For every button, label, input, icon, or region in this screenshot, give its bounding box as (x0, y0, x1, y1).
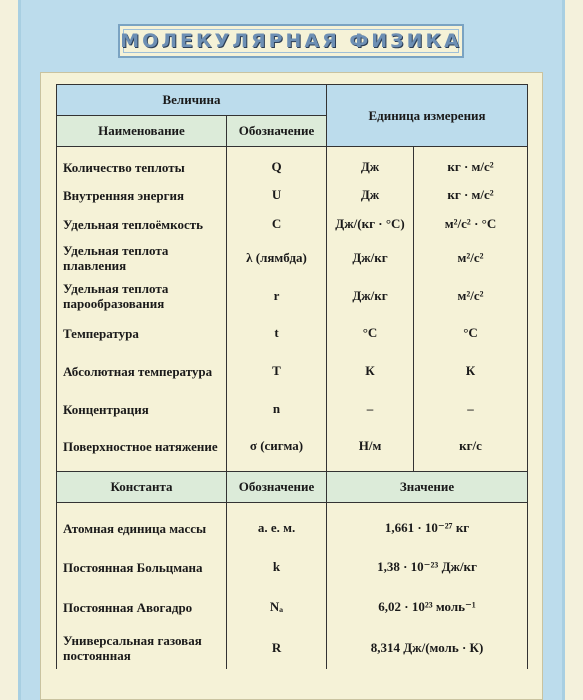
constant-name: Постоянная Авогадро (57, 587, 227, 627)
constant-value: 6,02 · 10²³ моль⁻¹ (327, 587, 528, 627)
quantity-symbol: σ (сигма) (227, 427, 327, 465)
constant-symbol: а. е. м. (227, 509, 327, 547)
quantity-name: Удельная теплота плавления (57, 239, 227, 277)
group-header: Величина (57, 85, 327, 116)
quantity-unit: Н/м (327, 427, 414, 465)
quantity-name: Температура (57, 315, 227, 351)
table-row (57, 547, 528, 587)
page-title: МОЛЕКУЛЯРНАЯ ФИЗИКА (120, 30, 462, 52)
constant-symbol: k (227, 547, 327, 587)
quantity-unit: Дж (327, 153, 414, 181)
quantity-symbol: Q (227, 153, 327, 181)
quantity-unit: Дж (327, 181, 414, 209)
quantity-name: Внутренняя энергия (57, 181, 227, 209)
quantity-symbol: n (227, 391, 327, 427)
table-row (57, 315, 528, 351)
table-row (57, 427, 528, 465)
table-row (57, 277, 528, 315)
constant-symbol: Nₐ (227, 587, 327, 627)
quantity-unit-base: м²/с² · °С (414, 209, 528, 239)
quantity-symbol: T (227, 351, 327, 391)
constant-name: Постоянная Больцмана (57, 547, 227, 587)
quantity-unit: – (327, 391, 414, 427)
table-row (57, 153, 528, 181)
symbol-header: Обозначение (227, 116, 327, 147)
quantity-symbol: λ (лямбда) (227, 239, 327, 277)
quantity-unit-base: м²/с² (414, 277, 528, 315)
title-banner (118, 24, 464, 58)
quantity-unit: Дж/кг (327, 239, 414, 277)
quantity-unit-base: К (414, 351, 528, 391)
physics-table (56, 84, 528, 669)
quantity-unit-base: °С (414, 315, 528, 351)
quantity-name: Поверхностное натяжение (57, 427, 227, 465)
quantity-unit: К (327, 351, 414, 391)
table-row (57, 509, 528, 547)
quantity-unit: °С (327, 315, 414, 351)
table-row (57, 209, 528, 239)
quantity-unit-base: кг · м/с² (414, 153, 528, 181)
quantity-name: Абсолютная температура (57, 351, 227, 391)
constant-value: 8,314 Дж/(моль · К) (327, 627, 528, 669)
quantity-unit-base: кг/с (414, 427, 528, 465)
quantity-name: Количество теплоты (57, 153, 227, 181)
table-row (57, 627, 528, 669)
table-row (57, 351, 528, 391)
quantity-name: Удельная теплоёмкость (57, 209, 227, 239)
table-row (57, 587, 528, 627)
constant-value: 1,661 · 10⁻²⁷ кг (327, 509, 528, 547)
constants-body (57, 509, 528, 669)
name-header: Наименование (57, 116, 227, 147)
quantity-unit: Дж/кг (327, 277, 414, 315)
constant-name: Атомная единица массы (57, 509, 227, 547)
constant-value: 1,38 · 10⁻²³ Дж/кг (327, 547, 528, 587)
quantity-symbol: U (227, 181, 327, 209)
quantity-unit-base: м²/с² (414, 239, 528, 277)
quantity-name: Концентрация (57, 391, 227, 427)
constant-symbol: R (227, 627, 327, 669)
quantity-symbol: r (227, 277, 327, 315)
table-row (57, 391, 528, 427)
quantity-symbol: t (227, 315, 327, 351)
quantity-unit-base: кг · м/с² (414, 181, 528, 209)
value-header: Значение (327, 472, 528, 503)
quantity-unit-base: – (414, 391, 528, 427)
unit-header: Единица измерения (327, 85, 528, 147)
const-header: Константа (57, 472, 227, 503)
quantity-unit: Дж/(кг · °С) (327, 209, 414, 239)
table-row (57, 239, 528, 277)
const-symbol-header: Обозначение (227, 472, 327, 503)
quantity-name: Удельная теплота парообразования (57, 277, 227, 315)
table-row (57, 181, 528, 209)
quantities-body (57, 153, 528, 465)
quantity-symbol: C (227, 209, 327, 239)
constant-name: Универсальная газовая постоянная (57, 627, 227, 669)
